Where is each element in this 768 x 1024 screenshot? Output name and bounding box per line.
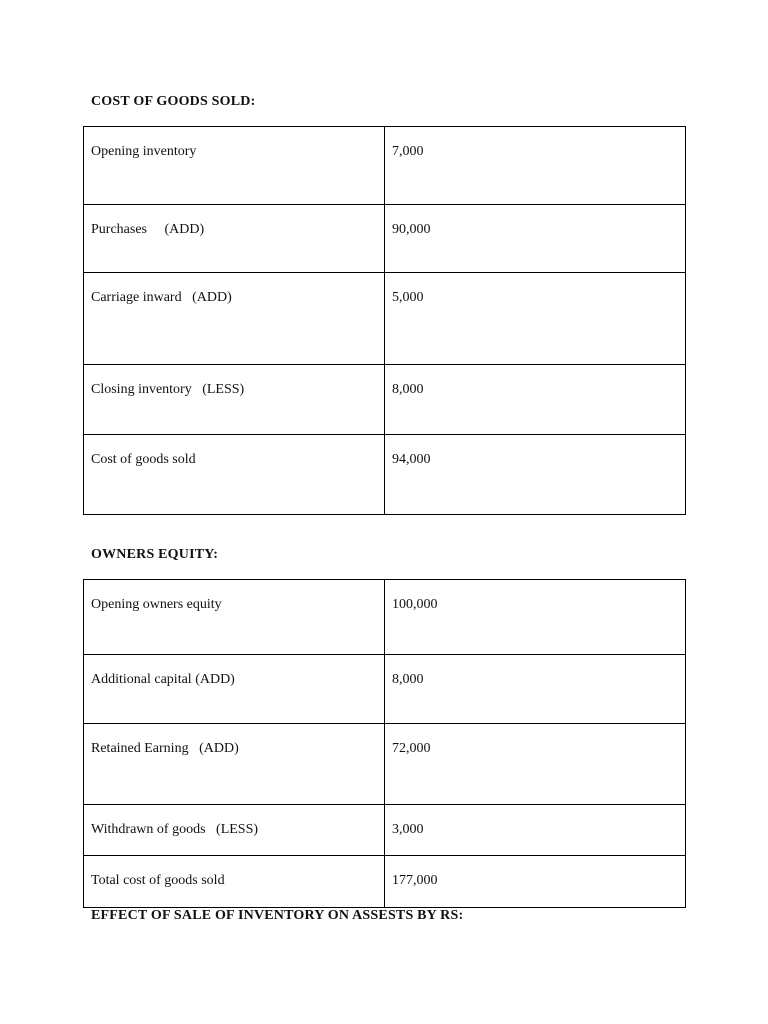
row-value: 5,000 (385, 273, 686, 365)
row-label: Closing inventory (LESS) (84, 365, 385, 435)
owners-equity-table (83, 579, 686, 908)
row-label: Opening inventory (84, 127, 385, 205)
table-row (84, 805, 686, 856)
row-label: Withdrawn of goods (LESS) (84, 805, 385, 856)
row-value: 72,000 (385, 724, 686, 805)
row-value: 90,000 (385, 205, 686, 273)
row-value: 8,000 (385, 365, 686, 435)
row-value: 3,000 (385, 805, 686, 856)
cost-of-goods-sold-table (83, 126, 686, 515)
row-value: 7,000 (385, 127, 686, 205)
row-value: 177,000 (385, 856, 686, 908)
table-row (84, 273, 686, 365)
row-value: 8,000 (385, 655, 686, 724)
row-label: Carriage inward (ADD) (84, 273, 385, 365)
row-value: 100,000 (385, 580, 686, 655)
table-row (84, 205, 686, 273)
table-row (84, 435, 686, 515)
section-heading-effect-of-sale: EFFECT OF SALE OF INVENTORY ON ASSESTS BY RS: (91, 908, 464, 923)
table-row (84, 127, 686, 205)
section-heading-cost-of-goods-sold: COST OF GOODS SOLD: (91, 94, 256, 109)
section-heading-owners-equity: OWNERS EQUITY: (91, 547, 219, 562)
row-label: Retained Earning (ADD) (84, 724, 385, 805)
table-row (84, 655, 686, 724)
row-value: 94,000 (385, 435, 686, 515)
row-label: Additional capital (ADD) (84, 655, 385, 724)
table-row (84, 856, 686, 908)
table-row (84, 724, 686, 805)
table-row (84, 580, 686, 655)
table-row (84, 365, 686, 435)
row-label: Opening owners equity (84, 580, 385, 655)
row-label: Total cost of goods sold (84, 856, 385, 908)
row-label: Cost of goods sold (84, 435, 385, 515)
row-label: Purchases (ADD) (84, 205, 385, 273)
